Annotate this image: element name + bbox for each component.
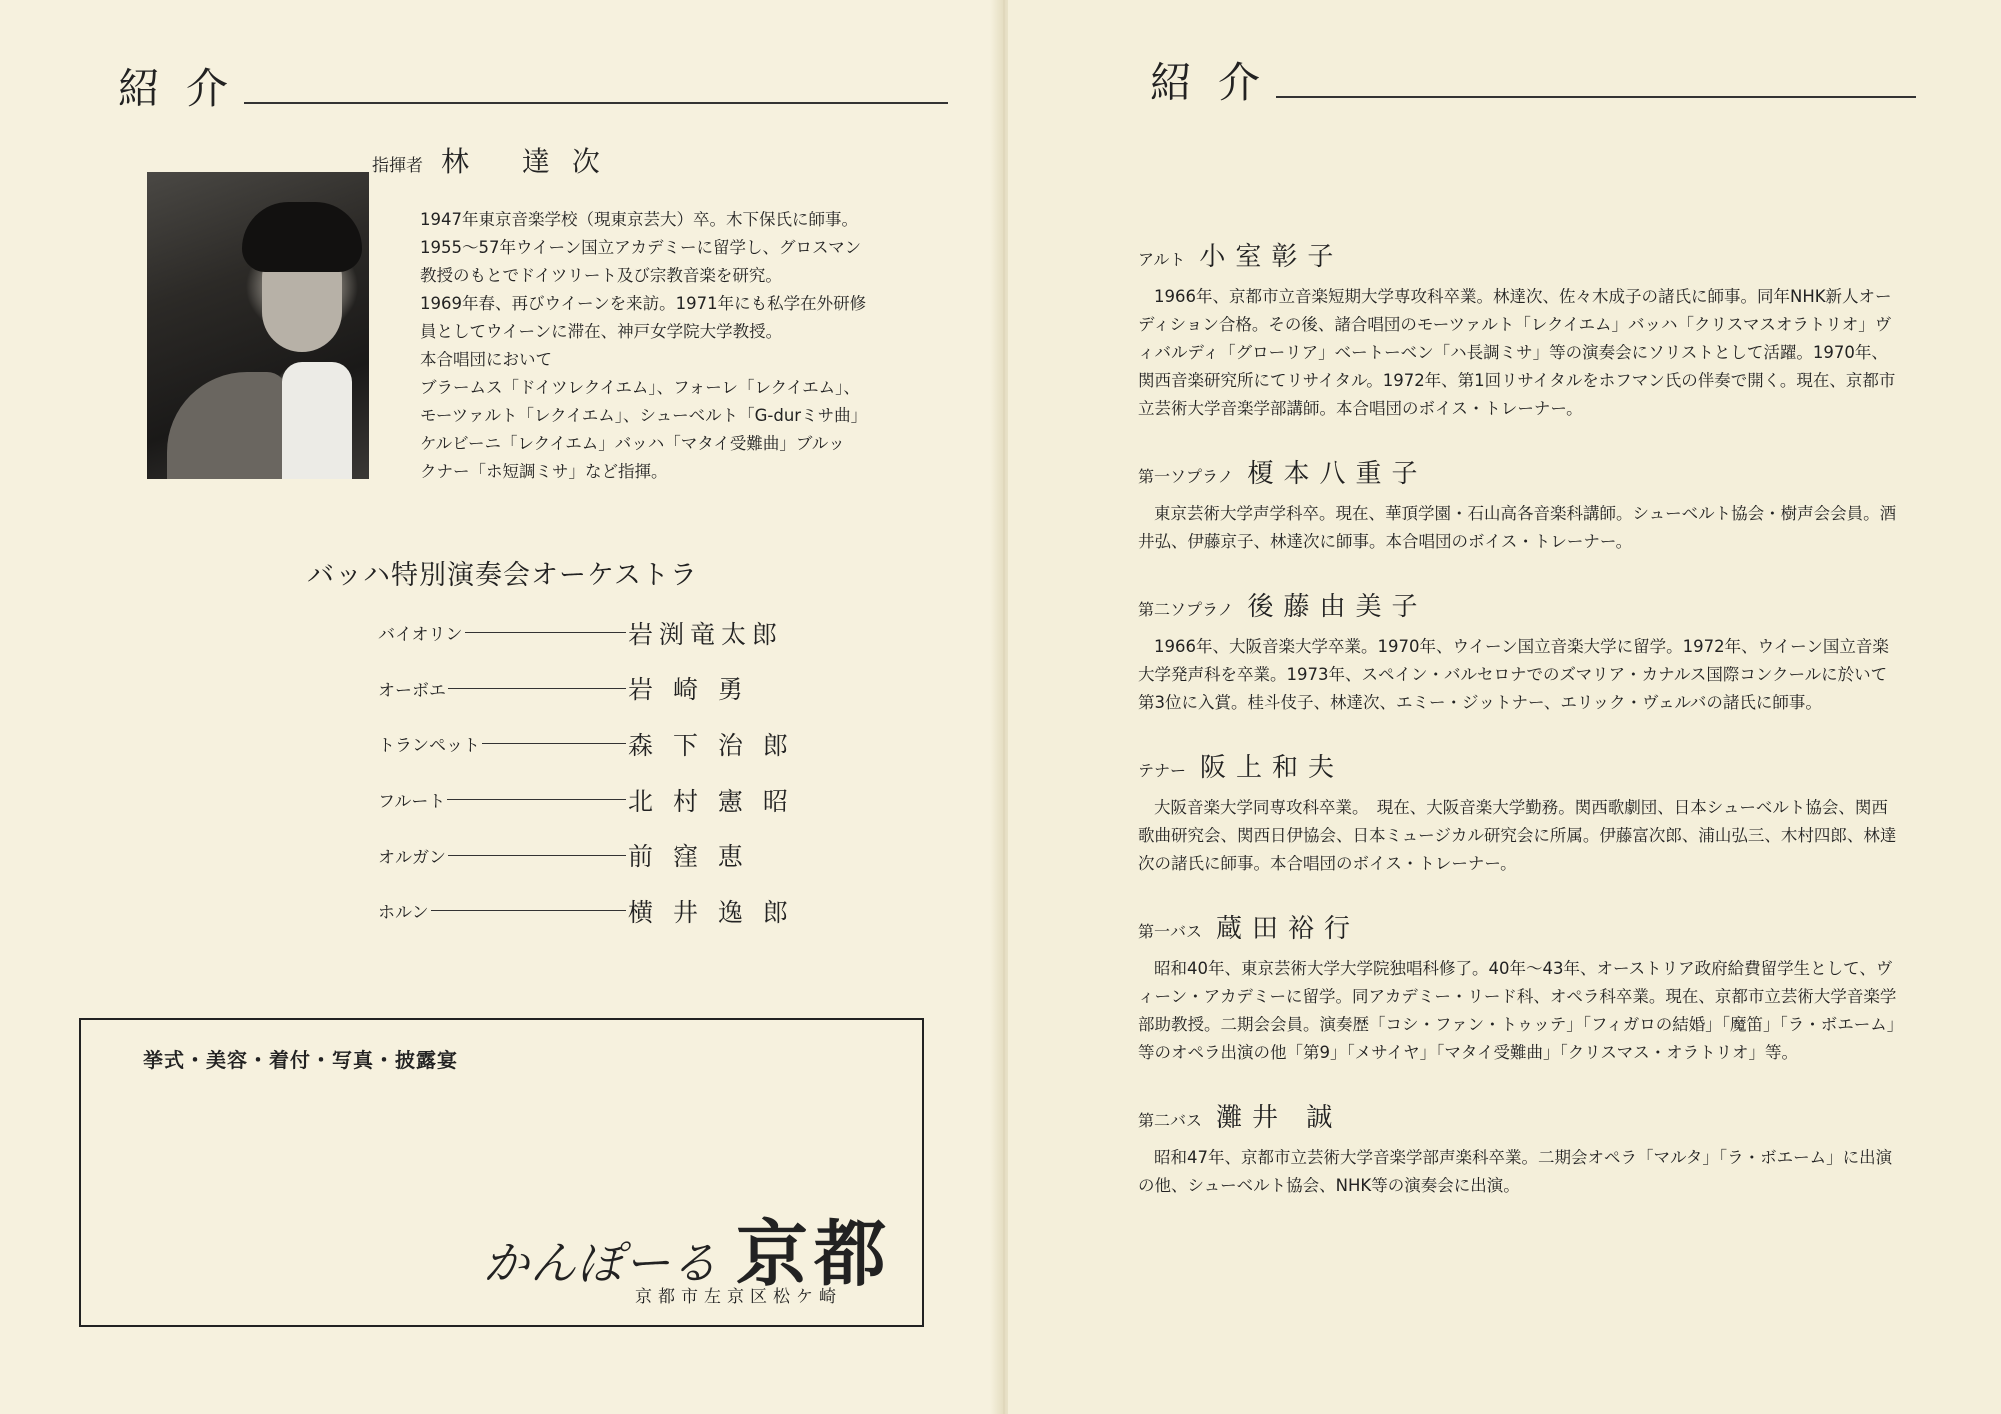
left-page	[0, 0, 1000, 1414]
orchestra-list	[378, 605, 794, 939]
instrument: オーボエ	[378, 680, 446, 701]
instrument: バイオリン	[378, 625, 463, 646]
left-heading-title: 紹介	[118, 64, 255, 113]
soloist-heading	[1138, 453, 1898, 490]
instrument: フルート	[378, 792, 446, 813]
instrument: オルガン	[378, 847, 446, 868]
soloist-heading	[1138, 236, 1898, 273]
soloist-bio: 東京芸術大学声学科卒。現在、華頂学園・石山高各音楽科講師。シューベルト協会・樹声会会員。酒井弘、伊藤京子、林達次に師事。本合唱団のボイス・トレーナー。	[1138, 504, 1897, 551]
soloist-entry	[1138, 236, 1898, 423]
leader-line	[447, 799, 626, 800]
conductor-heading	[372, 140, 622, 180]
leader-line	[431, 910, 626, 911]
advertisement-box	[79, 1018, 924, 1327]
conductor-name: 林 達次	[441, 145, 622, 178]
player: 岩 崎 勇	[628, 675, 749, 705]
leader-line	[448, 855, 626, 856]
leader-line	[448, 688, 626, 689]
instrument: ホルン	[378, 903, 429, 924]
player: 岩渕竜太郎	[628, 619, 784, 649]
right-heading-rule	[1276, 96, 1916, 98]
soloist-bio: 昭和40年、東京芸術大学大学院独唱科修了。40年～43年、オーストリア政府給費留学生として、ヴィーン・アカデミーに留学。同アカデミー・リード科、オペラ科卒業。現在、京都市立芸術大学音楽学部助教授。二期会会員。演奏歴「コシ・ファン・トゥッテ」「フィガロの結婚」「魔笛」「ラ・ボエーム」等のオペラ出演の他「第9」「メサイヤ」「マタイ受難曲」「クリスマス・オラトリオ」等。	[1138, 959, 1897, 1062]
ad-address: 京都市左京区松ケ崎	[635, 1287, 842, 1307]
soloist-name: 小室彰子	[1199, 242, 1344, 272]
left-heading-rule	[244, 102, 948, 104]
leader-line	[465, 632, 627, 633]
orchestra-title: バッハ特別演奏会オーケストラ	[307, 560, 698, 591]
instrument: トランペット	[378, 736, 480, 757]
soloist-part: 第二バス	[1138, 1111, 1203, 1130]
soloist-name: 蔵田裕行	[1216, 914, 1361, 944]
soloist-entry	[1138, 908, 1898, 1067]
soloist-part: テナー	[1138, 761, 1187, 780]
conductor-role: 指揮者	[372, 156, 423, 176]
soloist-part: 第一バス	[1138, 922, 1203, 941]
soloist-entry	[1138, 453, 1898, 556]
ad-brand-kana: かんぽーる	[482, 1236, 718, 1290]
orchestra-row	[378, 883, 794, 939]
soloist-bio: 昭和47年、京都市立芸術大学音楽学部声楽科卒業。二期会オペラ「マルタ」「ラ・ボエーム」に出演の他、シューベルト協会、NHK等の演奏会に出演。	[1138, 1148, 1893, 1195]
orchestra-row	[378, 716, 794, 772]
player: 前 窪 恵	[628, 842, 749, 872]
soloist-bio: 1966年、京都市立音楽短期大学専攻科卒業。林達次、佐々木成子の諸氏に師事。同年NHK新人オーディション合格。その後、諸合唱団のモーツァルト「レクイエム」バッハ「クリスマスオラトリオ」ヴィバルディ「グローリア」ベートーベン「ハ長調ミサ」等の演奏会にソリストとして活躍。1970年、関西音楽研究所にてリサイタル。1972年、第1回リサイタルをホフマン氏の伴奏で開く。現在、京都市立芸術大学音楽学部講師。本合唱団のボイス・トレーナー。	[1138, 287, 1896, 418]
soloist-heading	[1138, 747, 1898, 784]
conductor-bio: 1947年東京音楽学校（現東京芸大）卒。木下保氏に師事。 1955～57年ウイーン国立アカデミーに留学し、グロスマン 教授のもとでドイツリート及び宗教音楽を研究。 1969年春、再びウイーンを来訪。1971年にも私学在外研修 員としてウイーンに滞在、神戸女学院大学教授。 本合唱団において ブラームス「ドイツレクイエム」、フォーレ「レクイエム」、 モーツァルト「レクイエム」、シューベルト「G-durミサ曲」 ケルビーニ「レクイエム」バッハ「マタイ受難曲」ブルッ クナー「ホ短調ミサ」など指揮。	[420, 210, 868, 481]
right-section-heading	[1150, 58, 1916, 107]
soloist-heading	[1138, 586, 1898, 623]
player: 森 下 治 郎	[628, 730, 794, 760]
orchestra-row	[378, 827, 778, 883]
right-heading-title: 紹介	[1150, 58, 1287, 107]
orchestra-row	[378, 661, 778, 717]
soloist-entry	[1138, 747, 1898, 878]
soloist-name: 灘井 誠	[1216, 1103, 1343, 1133]
soloist-entry	[1138, 1097, 1898, 1200]
soloist-part: 第二ソプラノ	[1138, 600, 1234, 619]
player: 北 村 憲 昭	[628, 786, 794, 816]
soloist-bio: 1966年、大阪音楽大学卒業。1970年、ウイーン国立音楽大学に留学。1972年、ウイーン国立音楽大学発声科を卒業。1973年、スペイン・バルセロナでのズマリア・カナルス国際コンクールに於いて第3位に入賞。桂斗伎子、林達次、エミー・ジットナー、エリック・ヴェルバの諸氏に師事。	[1138, 637, 1889, 712]
soloist-part: 第一ソプラノ	[1138, 467, 1234, 486]
soloist-entry	[1138, 586, 1898, 717]
soloist-list	[1138, 236, 1898, 1230]
soloist-name: 榎本八重子	[1247, 459, 1428, 489]
conductor-photo	[147, 172, 369, 479]
soloist-bio: 大阪音楽大学同専攻科卒業。 現在、大阪音楽大学勤務。関西歌劇団、日本シューベルト協会、関西歌曲研究会、関西日伊協会、日本ミュージカル研究会に所属。伊藤富次郎、浦山弘三、木村四郎、林達次の諸氏に師事。本合唱団のボイス・トレーナー。	[1138, 798, 1897, 873]
soloist-heading	[1138, 908, 1898, 945]
ad-services: 挙式・美容・着付・写真・披露宴	[143, 1048, 458, 1072]
soloist-name: 後藤由美子	[1247, 592, 1428, 622]
orchestra-row	[378, 605, 784, 661]
ad-brand-kanji: 京都	[735, 1211, 892, 1296]
soloist-heading	[1138, 1097, 1898, 1134]
soloist-name: 阪上和夫	[1200, 753, 1345, 783]
leader-line	[482, 743, 626, 744]
player: 横 井 逸 郎	[628, 897, 794, 927]
orchestra-row	[378, 772, 794, 828]
left-section-heading	[118, 64, 948, 113]
soloist-part: アルト	[1138, 250, 1186, 269]
